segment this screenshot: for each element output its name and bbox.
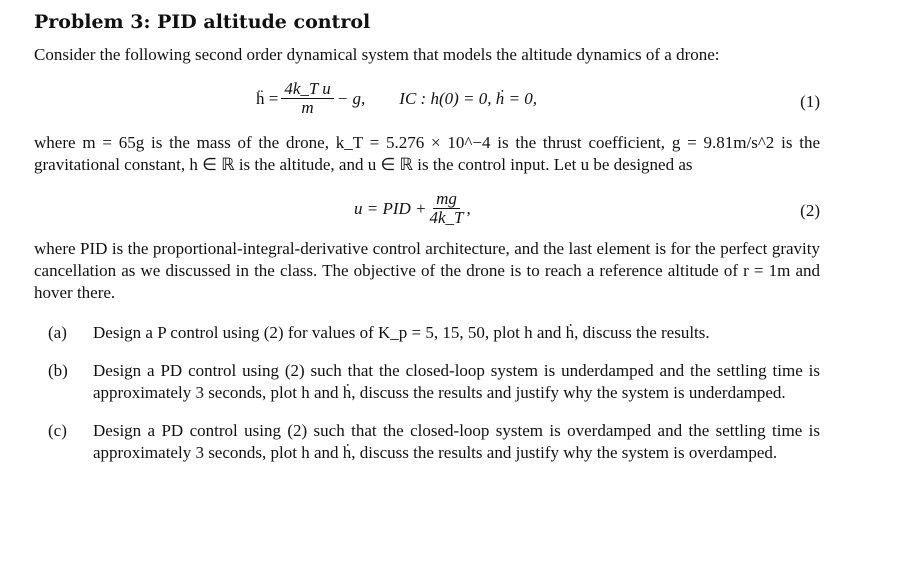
- equation-1-body: [256, 80, 537, 117]
- item-label: (c): [48, 421, 67, 440]
- eq2-fraction: [430, 190, 464, 227]
- item-label: (b): [48, 361, 68, 380]
- item-text: Design a P control using (2) for values of K_p = 5, 15, 50, plot h and ḣ, discuss the results.: [93, 323, 710, 342]
- where-paragraph-1: where m = 65g is the mass of the drone, k_T = 5.276 × 10^−4 is the thrust coefficient, g = 9.81m/s^2 is the gravitational constant, h ∈ ℝ is the altitude, and u ∈ ℝ is the control input. Let u be designed as: [34, 133, 820, 174]
- item-text: Design a PD control using (2) such that the closed-loop system is underdamped and the settling time is approximately 3 seconds, plot h and ḣ, discuss the results and justify why the system is underdamped.: [93, 361, 820, 402]
- task-list: [34, 322, 820, 464]
- eq2-lhs: u = PID +: [354, 198, 427, 218]
- item-text: Design a PD control using (2) such that the closed-loop system is overdamped and the settling time is approximately 3 seconds, plot h and ḣ, discuss the results and justify why the system is overdamped.: [93, 421, 820, 462]
- eq2-tail: ,: [466, 198, 471, 218]
- eq1-numerator: 4k_T u: [281, 80, 333, 99]
- eq1-denominator: m: [301, 98, 314, 117]
- list-item: [34, 322, 820, 344]
- equation-1: [34, 80, 820, 128]
- eq1-rest: − g,: [336, 88, 366, 108]
- document-page: [34, 8, 820, 464]
- where-paragraph-2: where PID is the proportional-integral-derivative control architecture, and the last element is for the perfect gravity cancellation as we discussed in the class. The objective of the drone is to reach a reference altitude of r = 1m and hover there.: [34, 239, 820, 302]
- problem-title: Problem 3: PID altitude control: [34, 11, 371, 33]
- intro-paragraph: Consider the following second order dynamical system that models the altitude dynamics of a drone:: [34, 45, 720, 64]
- eq2-number: (2): [800, 201, 820, 220]
- eq1-fraction: [281, 80, 333, 117]
- eq2-numerator: mg: [433, 190, 460, 209]
- equation-2: [34, 190, 820, 236]
- equation-2-body: [354, 190, 471, 227]
- eq2-denominator: 4k_T: [429, 208, 464, 227]
- eq1-lhs: ḧ =: [256, 88, 279, 108]
- eq1-initial-conditions: IC : h(0) = 0, ḣ = 0,: [399, 88, 537, 108]
- item-label: (a): [48, 323, 67, 342]
- list-item: [34, 420, 820, 464]
- eq1-number: (1): [800, 92, 820, 111]
- list-item: [34, 360, 820, 404]
